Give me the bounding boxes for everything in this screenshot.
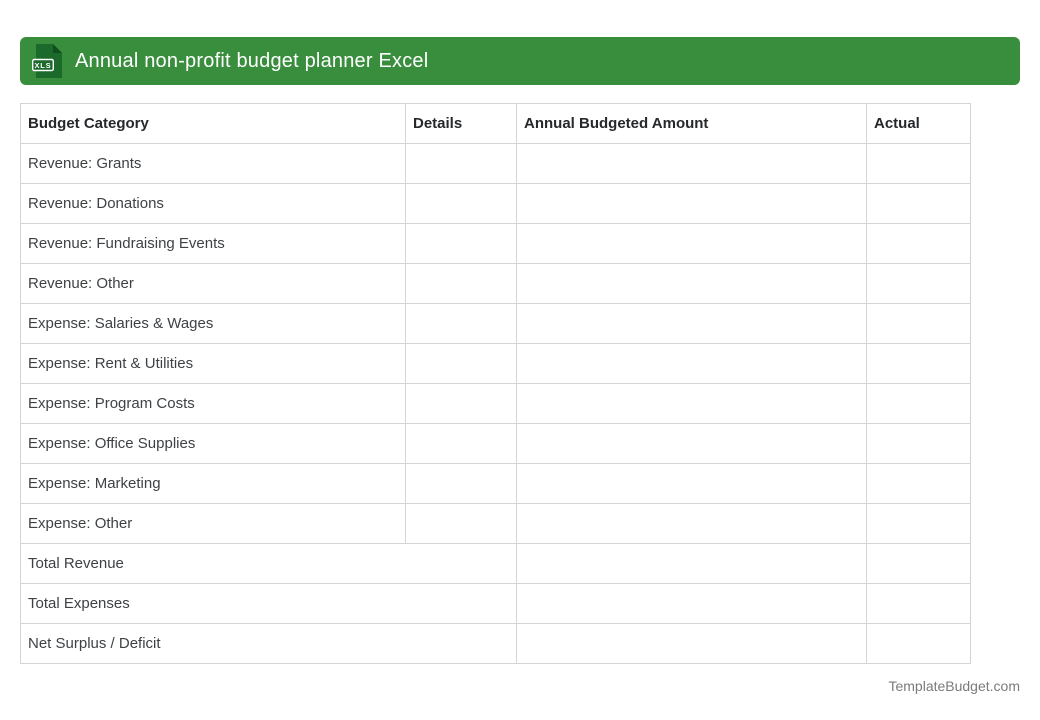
table-row bbox=[21, 144, 971, 184]
table-row bbox=[21, 384, 971, 424]
table-row bbox=[21, 224, 971, 264]
actual-cell bbox=[867, 144, 971, 184]
summary-row-net-surplus-deficit bbox=[21, 624, 971, 664]
column-header-actual: Actual bbox=[867, 104, 971, 144]
budgeted-cell bbox=[517, 184, 867, 224]
budgeted-cell bbox=[517, 344, 867, 384]
summary-label-cell: Net Surplus / Deficit bbox=[21, 624, 517, 664]
budgeted-cell bbox=[517, 264, 867, 304]
actual-cell bbox=[867, 624, 971, 664]
column-header-annual-budgeted-amount: Annual Budgeted Amount bbox=[517, 104, 867, 144]
category-cell: Expense: Marketing bbox=[21, 464, 406, 504]
table-row bbox=[21, 264, 971, 304]
budgeted-cell bbox=[517, 304, 867, 344]
table-row bbox=[21, 344, 971, 384]
details-cell bbox=[406, 504, 517, 544]
actual-cell bbox=[867, 384, 971, 424]
category-cell: Revenue: Grants bbox=[21, 144, 406, 184]
title-bar bbox=[20, 37, 1020, 85]
table-row bbox=[21, 304, 971, 344]
category-cell: Expense: Salaries & Wages bbox=[21, 304, 406, 344]
summary-label-cell: Total Expenses bbox=[21, 584, 517, 624]
details-cell bbox=[406, 384, 517, 424]
footer bbox=[20, 678, 1020, 696]
budgeted-cell bbox=[517, 224, 867, 264]
actual-cell bbox=[867, 224, 971, 264]
budgeted-cell bbox=[517, 624, 867, 664]
actual-cell bbox=[867, 584, 971, 624]
actual-cell bbox=[867, 304, 971, 344]
actual-cell bbox=[867, 544, 971, 584]
table-header-row bbox=[21, 104, 971, 144]
xls-file-icon bbox=[32, 44, 62, 78]
category-cell: Expense: Program Costs bbox=[21, 384, 406, 424]
xls-icon-label: XLS bbox=[34, 61, 52, 70]
table-row bbox=[21, 504, 971, 544]
budget-table bbox=[20, 103, 971, 664]
page-title: Annual non-profit budget planner Excel bbox=[75, 49, 429, 72]
details-cell bbox=[406, 184, 517, 224]
details-cell bbox=[406, 144, 517, 184]
table-row bbox=[21, 424, 971, 464]
details-cell bbox=[406, 344, 517, 384]
category-cell: Revenue: Donations bbox=[21, 184, 406, 224]
site-link[interactable]: TemplateBudget.com bbox=[888, 678, 1020, 694]
column-header-budget-category: Budget Category bbox=[21, 104, 406, 144]
summary-row-total-revenue bbox=[21, 544, 971, 584]
actual-cell bbox=[867, 184, 971, 224]
budgeted-cell bbox=[517, 464, 867, 504]
budgeted-cell bbox=[517, 424, 867, 464]
column-header-details: Details bbox=[406, 104, 517, 144]
actual-cell bbox=[867, 424, 971, 464]
details-cell bbox=[406, 224, 517, 264]
category-cell: Expense: Other bbox=[21, 504, 406, 544]
details-cell bbox=[406, 304, 517, 344]
category-cell: Revenue: Fundraising Events bbox=[21, 224, 406, 264]
budgeted-cell bbox=[517, 144, 867, 184]
budgeted-cell bbox=[517, 544, 867, 584]
actual-cell bbox=[867, 504, 971, 544]
actual-cell bbox=[867, 344, 971, 384]
details-cell bbox=[406, 464, 517, 504]
category-cell: Revenue: Other bbox=[21, 264, 406, 304]
budgeted-cell bbox=[517, 384, 867, 424]
table-row bbox=[21, 184, 971, 224]
budgeted-cell bbox=[517, 504, 867, 544]
category-cell: Expense: Rent & Utilities bbox=[21, 344, 406, 384]
actual-cell bbox=[867, 264, 971, 304]
budgeted-cell bbox=[517, 584, 867, 624]
summary-label-cell: Total Revenue bbox=[21, 544, 517, 584]
table-row bbox=[21, 464, 971, 504]
actual-cell bbox=[867, 464, 971, 504]
details-cell bbox=[406, 264, 517, 304]
category-cell: Expense: Office Supplies bbox=[21, 424, 406, 464]
summary-row-total-expenses bbox=[21, 584, 971, 624]
details-cell bbox=[406, 424, 517, 464]
